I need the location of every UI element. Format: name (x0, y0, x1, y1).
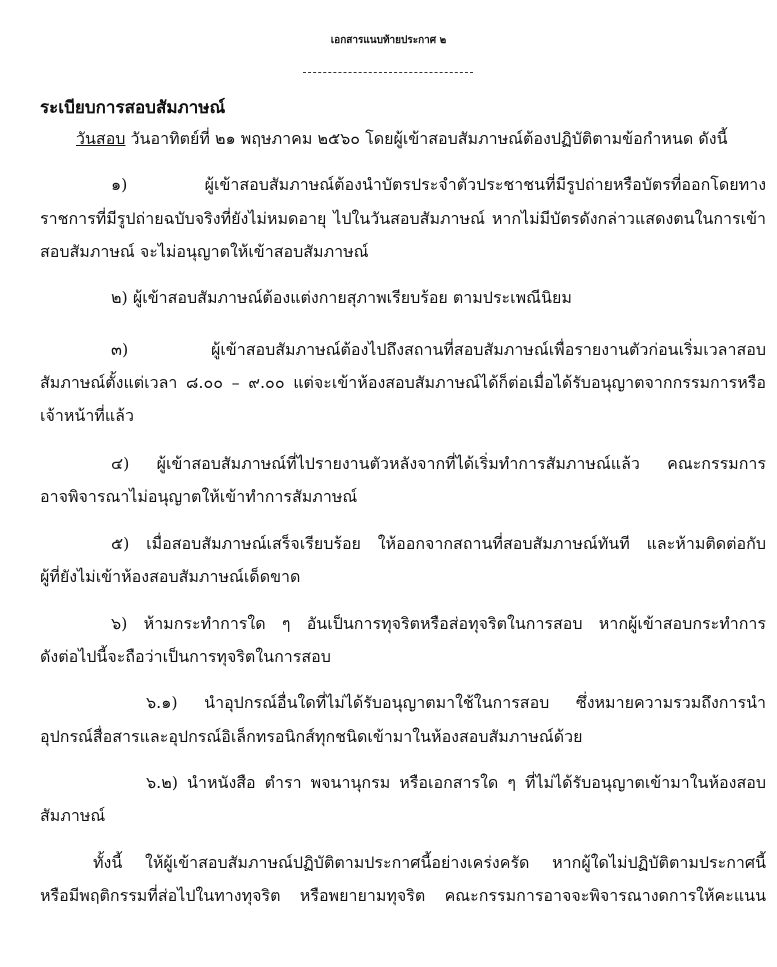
rule-1-line-3: สอบสัมภาษณ์ จะไม่อนุญาตให้เข้าสอบสัมภาษณ์ (40, 242, 369, 261)
document-title: เอกสารแนบท้ายประกาศ ๒ (330, 35, 447, 46)
rule-3-line-2: สัมภาษณ์ตั้งแต่เวลา ๘.๐๐ – ๙.๐๐ แต่จะเข้าห้องสอบสัมภาษณ์ได้ก็ต่อเมื่อได้รับอนุญาตจากกรรมการหรือ (40, 373, 766, 392)
rule-6-line-1: ๖) ห้ามกระทำการใด ๆ อันเป็นการทุจริตหรือส่อทุจริตในการสอบ หากผู้เข้าสอบกระทำการ (111, 614, 766, 633)
rule-1-line-2: ราชการที่มีรูปถ่ายฉบับจริงที่ยังไม่หมดอายุ ไปในวันสอบสัมภาษณ์ หากไม่มีบัตรดังกล่าวแสดงตนในการเข้า (40, 209, 766, 228)
rule-2-line-1: ๒) ผู้เข้าสอบสัมภาษณ์ต้องแต่งกายสุภาพเรียบร้อย ตามประเพณีนิยม (111, 288, 572, 307)
rule-4-line-1: ๔) ผู้เข้าสอบสัมภาษณ์ที่ไปรายงานตัวหลังจากที่ได้เริ่มทำการสัมภาษณ์แล้ว คณะกรรมการ (111, 454, 766, 473)
rule-6-2-line-1: ๖.๒) นำหนังสือ ตำรา พจนานุกรม หรือเอกสารใด ๆ ที่ไม่ได้รับอนุญาตเข้ามาในห้องสอบ (146, 773, 766, 792)
closing-line-1: ทั้งนี้ ให้ผู้เข้าสอบสัมภาษณ์ปฏิบัติตามประกาศนี้อย่างเคร่งครัด หากผู้ใดไม่ปฏิบัติตามประกาศนี้ (93, 853, 766, 872)
rule-1-line-1: ๑) ผู้เข้าสอบสัมภาษณ์ต้องนำบัตรประจำตัวประชาชนที่มีรูปถ่ายหรือบัตรที่ออกโดยทาง (111, 175, 766, 194)
exam-date-label: วันสอบ (76, 129, 126, 148)
rule-6-1-line-1: ๖.๑) นำอุปกรณ์อื่นใดที่ไม่ได้รับอนุญาตมาใช้ในการสอบ ซึ่งหมายความรวมถึงการนำ (146, 693, 766, 712)
rule-6-2-line-2: สัมภาษณ์ (40, 806, 106, 825)
exam-date-text: วันอาทิตย์ที่ ๒๑ พฤษภาคม ๒๕๖๐ โดยผู้เข้าสอบสัมภาษณ์ต้องปฏิบัติตามข้อกำหนด ดังนี้ (130, 129, 728, 148)
rule-5-line-1: ๕) เมื่อสอบสัมภาษณ์เสร็จเรียบร้อย ให้ออกจากสถานที่สอบสัมภาษณ์ทันที และห้ามติดต่อกับ (111, 534, 766, 553)
rule-4-line-2: อาจพิจารณาไม่อนุญาตให้เข้าทำการสัมภาษณ์ (40, 487, 358, 506)
rule-5-line-2: ผู้ที่ยังไม่เข้าห้องสอบสัมภาษณ์เด็ดขาด (40, 567, 301, 586)
rule-6-line-2: ดังต่อไปนี้จะถือว่าเป็นการทุจริตในการสอบ (40, 647, 331, 666)
rule-3-line-1: ๓) ผู้เข้าสอบสัมภาษณ์ต้องไปถึงสถานที่สอบสัมภาษณ์เพื่อรายงานตัวก่อนเริ่มเวลาสอบ (111, 340, 766, 359)
rule-6-1-line-2: อุปกรณ์สื่อสารและอุปกรณ์อิเล็กทรอนิกส์ทุกชนิดเข้ามาในห้องสอบสัมภาษณ์ด้วย (40, 727, 583, 746)
rule-3-line-3: เจ้าหน้าที่แล้ว (40, 406, 134, 425)
exam-date-line (76, 128, 766, 150)
closing-line-2: หรือมีพฤติกรรมที่ส่อไปในทางทุจริต หรือพยายามทุจริต คณะกรรมการอาจจะพิจารณางดการให้คะแนน (40, 886, 766, 905)
title-divider (303, 72, 473, 73)
section-heading: ระเบียบการสอบสัมภาษณ์ (40, 98, 226, 118)
